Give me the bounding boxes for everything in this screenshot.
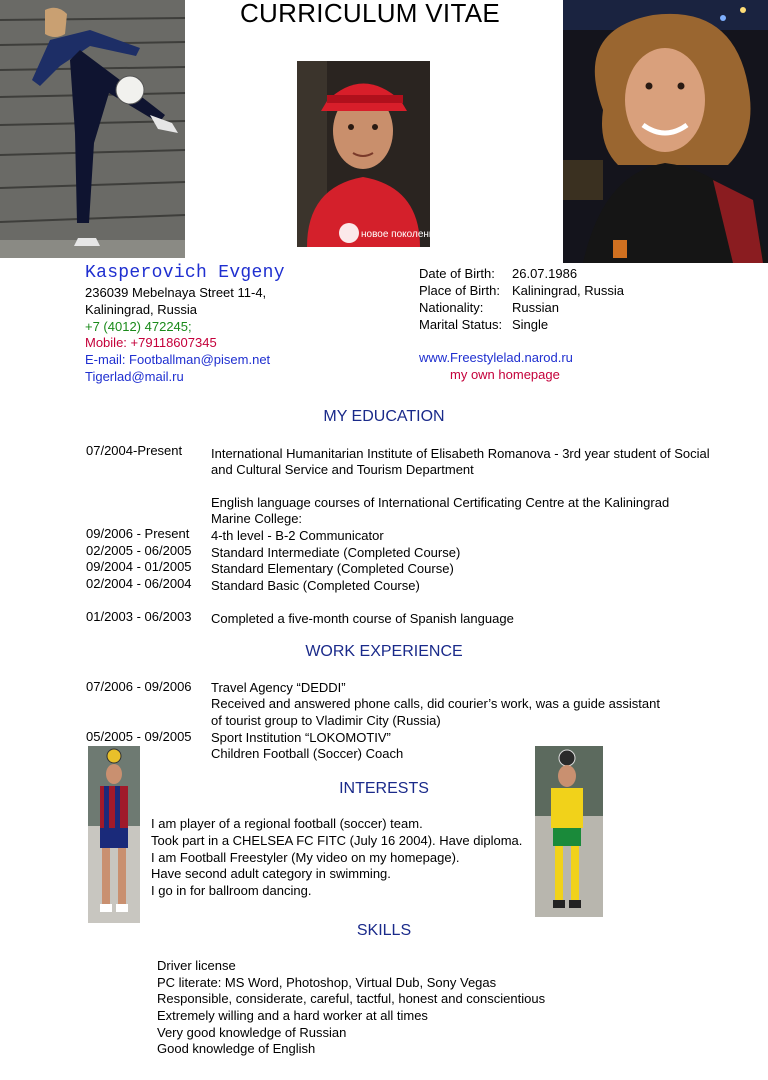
photo-red-cap-portrait: [297, 61, 441, 247]
shirt-text: новое поколение: [361, 229, 441, 240]
full-name: Kasperovich Evgeny: [85, 263, 285, 283]
homepage-link[interactable]: www.Freestylelad.narod.ru: [419, 350, 573, 365]
institute-date: 07/2004-Present: [86, 443, 183, 458]
photo-barca-kit: [88, 746, 140, 923]
skill-item: Good knowledge of English: [157, 1041, 316, 1056]
pob-label: Place of Birth:: [419, 283, 500, 298]
dob-label: Date of Birth:: [419, 266, 495, 281]
skill-item: PC literate: MS Word, Photoshop, Virtual Dub, Sony Vegas: [157, 975, 497, 990]
spanish-date: 01/2003 - 06/2003: [86, 609, 192, 624]
skill-item: Extremely willing and a hard worker at all times: [157, 1008, 428, 1023]
course-desc: Standard Intermediate (Completed Course): [211, 545, 461, 560]
job1-line-1: Received and answered phone calls, did courier’s work, was a guide assistant: [211, 696, 660, 711]
email-link-2[interactable]: Tigerlad@mail.ru: [85, 369, 184, 384]
photo-curly-hair-smile: [563, 0, 768, 263]
nationality-label: Nationality:: [419, 300, 484, 315]
address-line-2: Kaliningrad, Russia: [85, 302, 198, 317]
course-date: 02/2005 - 06/2005: [86, 543, 192, 558]
page-title: CURRICULUM VITAE: [239, 0, 500, 28]
course-desc: 4-th level - B-2 Communicator: [211, 528, 384, 543]
work-heading: WORK EXPERIENCE: [305, 643, 463, 660]
photo-brazil-kit: [535, 746, 603, 917]
job1-line-2: of tourist group to Vladimir City (Russia): [211, 713, 441, 728]
marital-value: Single: [512, 317, 549, 332]
course-desc: Standard Elementary (Completed Course): [211, 561, 454, 576]
dob-value: 26.07.1986: [512, 266, 578, 281]
marital-label: Marital Status:: [419, 317, 503, 332]
course-desc: Standard Basic (Completed Course): [211, 578, 420, 593]
course-date: 09/2004 - 01/2005: [86, 559, 192, 574]
photo-stairs-kick: [0, 0, 185, 258]
course-date: 02/2004 - 06/2004: [86, 576, 192, 591]
skill-item: Very good knowledge of Russian: [157, 1025, 347, 1040]
skill-item: Responsible, considerate, careful, tactful, honest and conscientious: [157, 991, 546, 1006]
interest-item: I am Football Freestyler (My video on my homepage).: [151, 850, 460, 865]
courses-intro-line-1: English language courses of International Certificating Centre at the Kaliningrad: [211, 495, 670, 510]
course-date: 09/2006 - Present: [86, 526, 190, 541]
job2-title: Sport Institution “LOKOMOTIV”: [211, 730, 391, 745]
institute-line-2: and Cultural Service and Tourism Department: [211, 462, 474, 477]
job2-line-1: Children Football (Soccer) Coach: [211, 746, 404, 761]
institute-line-1: International Humanitarian Institute of Elisabeth Romanova - 3rd year student of Social: [211, 446, 710, 461]
courses-intro-line-2: Marine College:: [211, 511, 303, 526]
interest-item: I go in for ballroom dancing.: [151, 883, 312, 898]
interest-item: I am player of a regional football (soccer) team.: [151, 816, 423, 831]
spanish-desc: Completed a five-month course of Spanish language: [211, 611, 514, 626]
homepage-caption: my own homepage: [450, 367, 560, 382]
skills-heading: SKILLS: [356, 922, 412, 939]
job1-date: 07/2006 - 09/2006: [86, 679, 192, 694]
address-line-1: 236039 Mebelnaya Street 11-4,: [85, 285, 267, 300]
nationality-value: Russian: [512, 300, 559, 315]
pob-value: Kaliningrad, Russia: [512, 283, 625, 298]
interest-item: Have second adult category in swimming.: [151, 866, 391, 881]
education-heading: MY EDUCATION: [323, 408, 445, 425]
phone: +7 (4012) 472245;: [85, 319, 192, 334]
skill-item: Driver license: [157, 958, 236, 973]
job1-title: Travel Agency “DEDDI”: [211, 680, 346, 695]
job2-date: 05/2005 - 09/2005: [86, 729, 192, 744]
interests-heading: INTERESTS: [339, 780, 429, 797]
interest-item: Took part in a CHELSEA FC FITC (July 16 2004). Have diploma.: [151, 833, 523, 848]
mobile: Mobile: +79118607345: [85, 335, 217, 350]
email-link[interactable]: E-mail: Footballman@pisem.net: [85, 352, 271, 367]
